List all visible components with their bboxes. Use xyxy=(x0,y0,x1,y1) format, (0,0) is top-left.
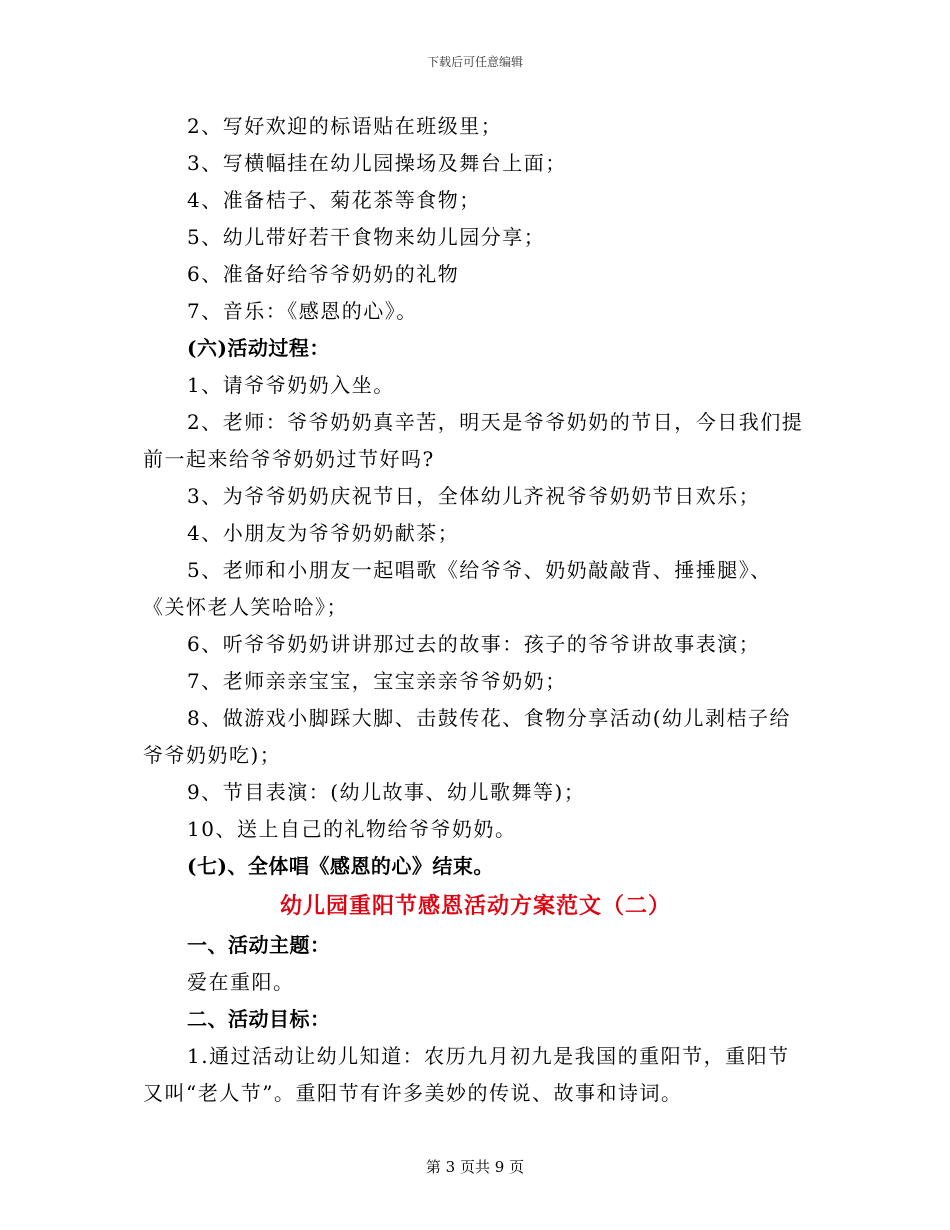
section-heading: (七)、全体唱《感恩的心》结束。 xyxy=(187,854,494,878)
list-item: 7、老师亲亲宝宝，宝宝亲亲爷爷奶奶； xyxy=(187,669,567,693)
list-item: 5、幼儿带好若干食物来幼儿园分享； xyxy=(187,225,546,249)
list-item: 3、为爷爷奶奶庆祝节日，全体幼儿齐祝爷爷奶奶节日欢乐； xyxy=(187,484,761,508)
list-item: 5、老师和小朋友一起唱歌《给爷爷、奶奶敲敲背、捶捶腿》、 xyxy=(187,558,772,582)
list-item: 3、写横幅挂在幼儿园操场及舞台上面； xyxy=(187,151,567,175)
list-item-continuation: 爷爷奶奶吃)； xyxy=(143,743,282,767)
list-item: 2、写好欢迎的标语贴在班级里； xyxy=(187,114,503,138)
list-item: 6、准备好给爷爷奶奶的礼物 xyxy=(187,262,460,286)
list-item: 7、音乐：《感恩的心》。 xyxy=(187,299,418,323)
paragraph: 1.通过活动让幼儿知道：农历九月初九是我国的重阳节，重阳节 xyxy=(187,1044,790,1068)
section-heading: 一、活动主题： xyxy=(187,933,331,957)
list-item: 6、听爷爷奶奶讲讲那过去的故事：孩子的爷爷讲故事表演； xyxy=(187,632,761,656)
list-item: 8、做游戏小脚踩大脚、击鼓传花、食物分享活动(幼儿剥桔子给 xyxy=(187,706,792,730)
list-item: 1、请爷爷奶奶入坐。 xyxy=(187,373,395,397)
list-item: 9、节目表演：(幼儿故事、幼儿歌舞等)； xyxy=(187,780,586,804)
list-item-continuation: 《关怀老人笑哈哈》； xyxy=(143,595,348,619)
header-note: 下载后可任意编辑 xyxy=(426,55,523,69)
section-heading: 二、活动目标： xyxy=(187,1007,331,1031)
paragraph-continuation: 又叫“老人节”。重阳节有许多美妙的传说、故事和诗词。 xyxy=(143,1081,683,1105)
section-title: 幼儿园重阳节感恩活动方案范文（二） xyxy=(279,893,671,919)
list-item: 4、小朋友为爷爷奶奶献茶； xyxy=(187,521,460,545)
list-item: 4、准备桔子、菊花茶等食物； xyxy=(187,188,481,212)
document-body xyxy=(143,108,808,1112)
paragraph: 爱在重阳。 xyxy=(187,970,295,994)
section-heading: (六)活动过程： xyxy=(187,336,330,360)
list-item-continuation: 前一起来给爷爷奶奶过节好吗? xyxy=(143,447,435,471)
list-item: 10、送上自己的礼物给爷爷奶奶。 xyxy=(187,817,517,841)
list-item: 2、老师：爷爷奶奶真辛苦，明天是爷爷奶奶的节日，今日我们提 xyxy=(187,410,804,434)
page-number: 第 3 页共 9 页 xyxy=(425,1158,525,1176)
